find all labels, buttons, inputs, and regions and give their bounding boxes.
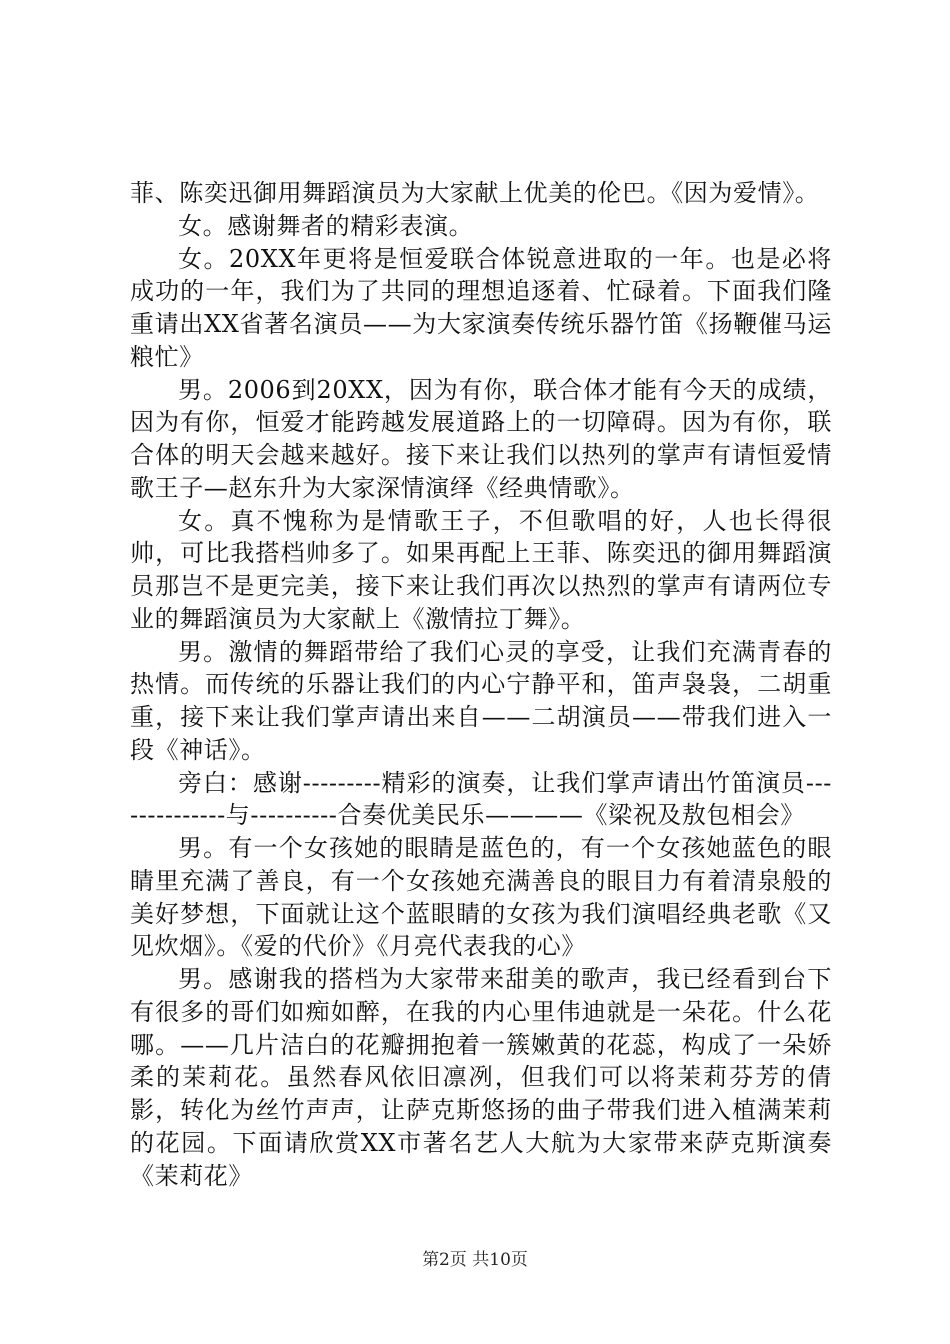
paragraph: 旁白：感谢---------精彩的演奏，让我们掌声请出竹笛演员--------------与----------合奏优美民乐————《梁祝及敖包相会》 (130, 768, 832, 830)
paragraph: 女。感谢舞者的精彩表演。 (178, 211, 474, 240)
paragraph: 女。真不愧称为是情歌王子，不但歌唱的好，人也长得很帅，可比我搭档帅多了。如果再配上王菲、陈奕迅的御用舞蹈演员那岂不是更完美，接下来让我们再次以热烈的掌声有请两位专业的舞蹈演员为大家献上《激情拉丁舞》。 (130, 506, 832, 633)
paragraph: 男。有一个女孩她的眼睛是蓝色的，有一个女孩她蓝色的眼睛里充满了善良，有一个女孩她充满善良的眼目力有着清泉般的美好梦想，下面就让这个蓝眼睛的女孩为我们演唱经典老歌《又见炊烟》。《爱的代价》《月亮代表我的心》 (130, 834, 832, 961)
paragraph: 菲、陈奕迅御用舞蹈演员为大家献上优美的伦巴。《因为爱情》。 (130, 179, 820, 207)
paragraph: 男。2006到20XX，因为有你，联合体才能有今天的成绩，因为有你，恒爱才能跨越发展道路上的一切障碍。因为有你，联合体的明天会越来越好。接下来让我们以热列的掌声有请恒爱情歌王子—赵东升为大家深情演绎《经典情歌》。 (130, 375, 832, 502)
paragraph: 女。20XX年更将是恒爱联合体锐意进取的一年。也是必将成功的一年，我们为了共同的理想追逐着、忙碌着。下面我们隆重请出XX省著名演员——为大家演奏传统乐器竹笛《扬鞭催马运粮忙》 (130, 244, 832, 371)
paragraph: 男。感谢我的搭档为大家带来甜美的歌声，我已经看到台下有很多的哥们如痴如醉，在我的内心里伟迪就是一朵花。什么花哪。——几片洁白的花瓣拥抱着一簇嫩黄的花蕊，构成了一朵娇柔的茉莉花。虽然春风依旧凛冽，但我们可以将茉莉芬芳的倩影，转化为丝竹声声，让萨克斯悠扬的曲子带我们进入植满茉莉的花园。下面请欣赏XX市著名艺人大航为大家带来萨克斯演奏《茉莉花》 (130, 965, 832, 1190)
paragraph: 男。激情的舞蹈带给了我们心灵的享受，让我们充满青春的热情。而传统的乐器让我们的内心宁静平和，笛声袅袅，二胡重重，接下来让我们掌声请出来自——二胡演员——带我们进入一段《神话》。 (130, 637, 832, 764)
page-number-footer: 第2页 共10页 (422, 1250, 528, 1270)
body-text (130, 177, 832, 1192)
